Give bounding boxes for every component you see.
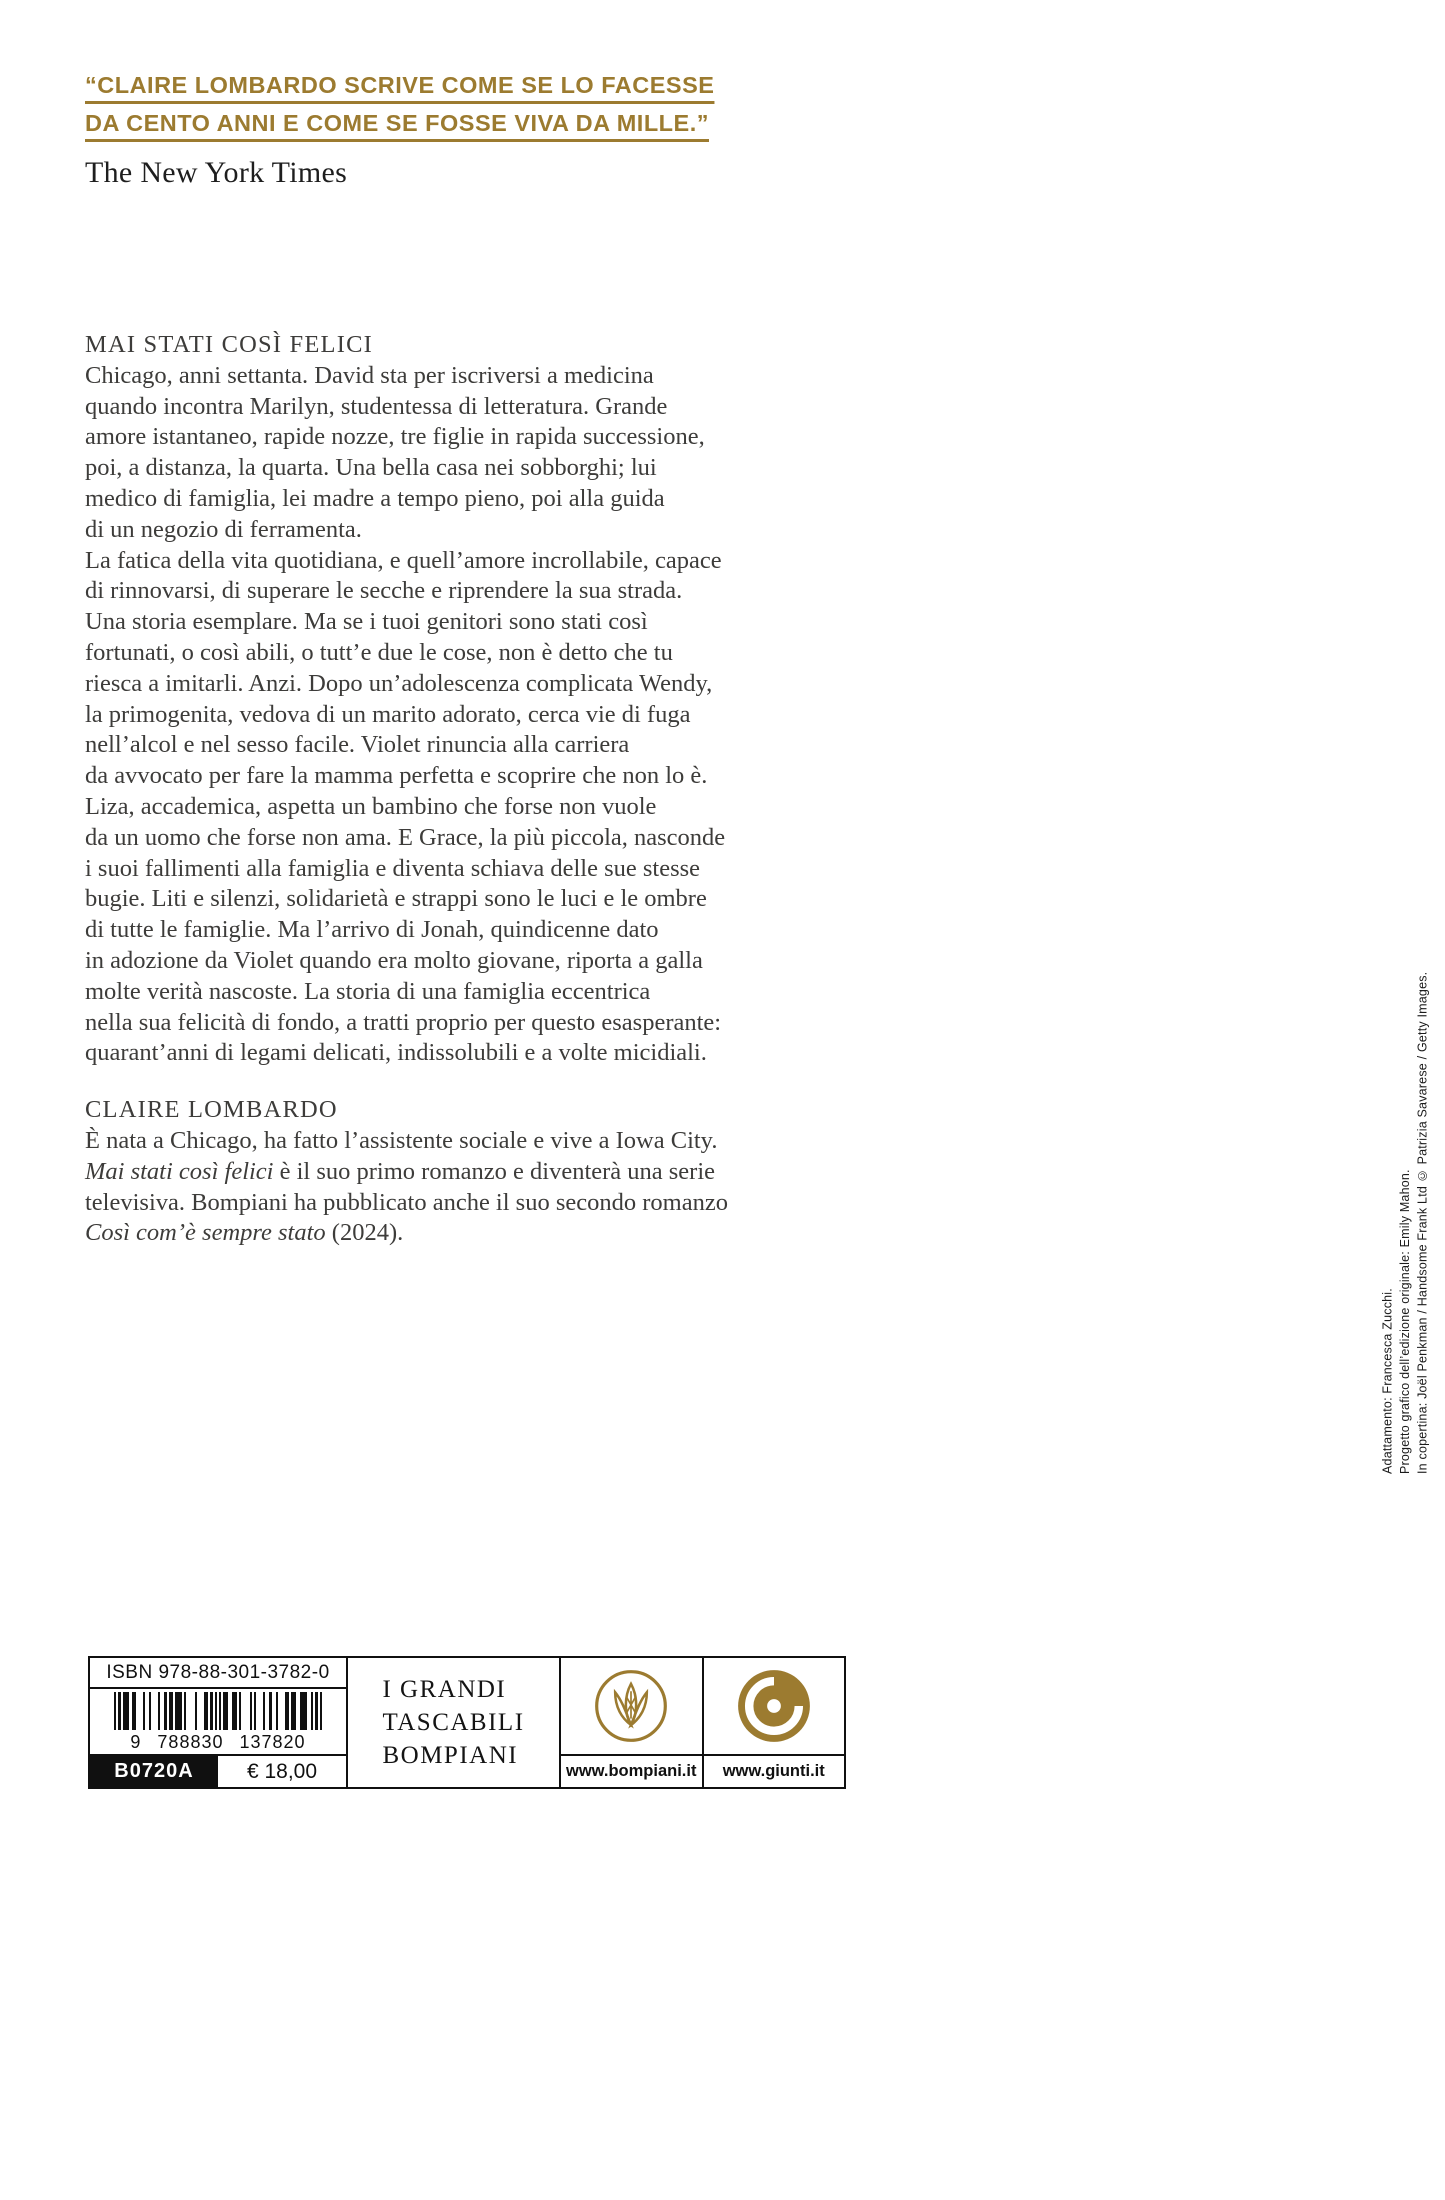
synopsis-line: da un uomo che forse non ama. E Grace, la più piccola, nasconde — [85, 823, 726, 851]
author-title: CLAIRE LOMBARDO — [85, 1096, 338, 1124]
synopsis-line: riesca a imitarli. Anzi. Dopo un’adolescenza complicata Wendy, — [85, 669, 713, 697]
imprint-line: BOMPIANI — [382, 1742, 519, 1769]
author-bio-line: È nata a Chicago, ha fatto l’assistente sociale e vive a Iowa City. — [85, 1126, 718, 1154]
bompiani-cell — [559, 1658, 702, 1787]
cover-credits — [1376, 948, 1432, 1474]
imprint-line: I GRANDI — [382, 1676, 507, 1703]
synopsis-line: di un negozio di ferramenta. — [85, 515, 362, 543]
synopsis-line: di rinnovarsi, di superare le secche e riprendere la sua strada. — [85, 577, 683, 605]
barcode-digit-group: 788830 — [157, 1732, 224, 1752]
barcode — [90, 1689, 346, 1754]
synopsis-line: bugie. Liti e silenzi, solidarietà e strappi sono le luci e le ombre — [85, 885, 707, 913]
giunti-website: www.giunti.it — [704, 1754, 845, 1787]
imprint-name — [382, 1673, 524, 1772]
press-quote-source: The New York Times — [85, 156, 348, 189]
barcode-bars — [114, 1692, 322, 1730]
back-cover-text — [85, 330, 885, 1249]
synopsis-line: quarant’anni di legami delicati, indissolubili e a volte micidiali. — [85, 1039, 707, 1067]
press-quote-line-2: DA CENTO ANNI E COME SE FOSSE VIVA DA MILLE.” — [85, 110, 709, 136]
isbn-label: ISBN 978-88-301-3782-0 — [90, 1658, 346, 1689]
barcode-digits — [130, 1732, 305, 1753]
credit-line: In copertina: Joël Penkman / Handsome Frank Ltd © Patrizia Savarese / Getty Images. — [1415, 971, 1430, 1474]
credit-line: Adattamento: Francesca Zucchi. — [1380, 1288, 1395, 1474]
edition-code: B0720A — [90, 1756, 218, 1787]
press-quote-line-1: “CLAIRE LOMBARDO SCRIVE COME SE LO FACESSE — [85, 72, 715, 98]
author-bio — [85, 1095, 885, 1249]
price-label: € 18,00 — [246, 1759, 318, 1783]
author-bio-line: televisiva. Bompiani ha pubblicato anche il suo secondo romanzo — [85, 1188, 728, 1216]
synopsis-line: nella sua felicità di fondo, a tratti proprio per questo esasperante: — [85, 1008, 722, 1036]
synopsis-lines — [85, 361, 885, 1069]
synopsis-line: medico di famiglia, lei madre a tempo pieno, poi alla guida — [85, 484, 665, 512]
synopsis-line: Liza, accademica, aspetta un bambino che forse non vuole — [85, 792, 657, 820]
author-bio-lines — [85, 1126, 885, 1249]
synopsis-line: poi, a distanza, la quarta. Una bella casa nei sobborghi; lui — [85, 454, 657, 482]
author-bio-line: Così com’è sempre stato (2024). — [85, 1219, 404, 1247]
barcode-digit-group: 9 — [130, 1732, 142, 1752]
barcode-bar — [320, 1692, 322, 1730]
price-row — [90, 1754, 346, 1787]
synopsis-line: in adozione da Violet quando era molto giovane, riporta a galla — [85, 946, 703, 974]
synopsis-line: quando incontra Marilyn, studentessa di letteratura. Grande — [85, 392, 668, 420]
imprint-line: TASCABILI — [382, 1709, 525, 1736]
synopsis-line: la primogenita, vedova di un marito adorato, cerca vie di fuga — [85, 700, 691, 728]
barcode-publisher-box — [88, 1656, 846, 1789]
synopsis-line: amore istantaneo, rapide nozze, tre figlie in rapida successione, — [85, 423, 705, 451]
barcode-digit-group: 137820 — [239, 1732, 306, 1752]
press-quote — [85, 66, 714, 190]
synopsis-line: da avvocato per fare la mamma perfetta e scoprire che non lo è. — [85, 762, 708, 790]
synopsis-line: i suoi fallimenti alla famiglia e diventa schiava delle sue stesse — [85, 854, 701, 882]
giunti-cell — [702, 1658, 845, 1787]
synopsis-line: La fatica della vita quotidiana, e quell’amore incrollabile, capace — [85, 546, 722, 574]
synopsis-line: Una storia esemplare. Ma se i tuoi genitori sono stati così — [85, 608, 648, 636]
giunti-logo-icon — [704, 1658, 845, 1754]
synopsis-line: di tutte le famiglie. Ma l’arrivo di Jonah, quindicenne dato — [85, 916, 659, 944]
synopsis-line: molte verità nascoste. La storia di una famiglia eccentrica — [85, 977, 651, 1005]
isbn-barcode-cell — [90, 1658, 346, 1787]
synopsis-line: nell’alcol e nel sesso facile. Violet rinuncia alla carriera — [85, 731, 630, 759]
bompiani-logo-icon — [561, 1658, 702, 1754]
author-bio-line: Mai stati così felici è il suo primo romanzo e diventerà una serie — [85, 1157, 716, 1185]
bompiani-website: www.bompiani.it — [561, 1754, 702, 1787]
synopsis-line: fortunati, o così abili, o tutt’e due le cose, non è detto che tu — [85, 638, 673, 666]
imprint-cell — [346, 1658, 559, 1787]
synopsis-line: Chicago, anni settanta. David sta per iscriversi a medicina — [85, 361, 654, 389]
synopsis-title: MAI STATI COSÌ FELICI — [85, 331, 373, 358]
credit-line: Progetto grafico dell’edizione originale: Emily Mahon. — [1398, 1169, 1412, 1474]
